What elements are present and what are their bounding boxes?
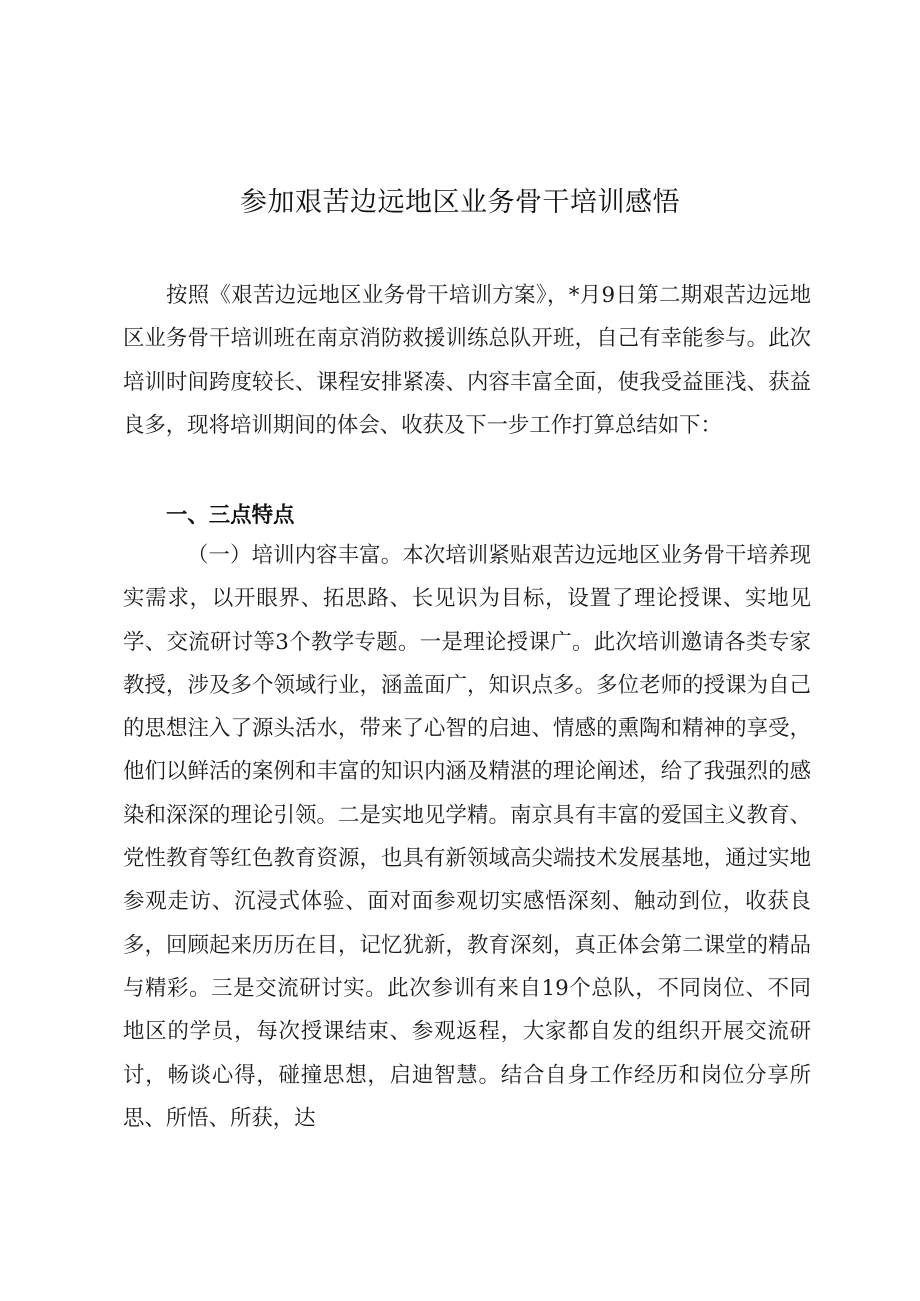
section-heading: 一、三点特点 xyxy=(166,503,295,528)
body-paragraph: （一）培训内容丰富。本次培训紧贴艰苦边远地区业务骨干培养现实需求，以开眼界、拓思路、长见识为目标，设置了理论授课、实地见学、交流研讨等3个教学专题。一是理论授课广。此次培训邀请各类专家教授，涉及多个领域行业，涵盖面广，知识点多。多位老师的授课为自己的思想注入了源头活水，带来了心智的启迪、情感的熏陶和精神的享受，他们以鲜活的案例和丰富的知识内涵及精湛的理论阐述，给了我强烈的感染和深深的理论引领。二是实地见学精。南京具有丰富的爱国主义教育、党性教育等红色教育资源，也具有新领域高尖端技术发展基地，通过实地参观走访、沉浸式体验、面对面参观切实感悟深刻、触动到位，收获良多，回顾起来历历在目，记忆犹新，教育深刻，真正体会第二课堂的精品与精彩。三是交流研讨实。此次参训有来自19个总队，不同岗位、不同地区的学员，每次授课结束、参观返程，大家都自发的组织开展交流研讨，畅谈心得，碰撞思想，启迪智慧。结合自身工作经历和岗位分享所思、所悟、所获，达 xyxy=(123,543,811,1131)
intro-paragraph: 按照《艰苦边远地区业务骨干培训方案》，*月9日第二期艰苦边远地区业务骨干培训班在南京消防救援训练总队开班，自己有幸能参与。此次培训时间跨度较长、课程安排紧凑、内容丰富全面，使我受益匪浅、获益良多，现将培训期间的体会、收获及下一步工作打算总结如下： xyxy=(123,283,811,438)
document-title: 参加艰苦边远地区业务骨干培训感悟 xyxy=(240,187,680,218)
